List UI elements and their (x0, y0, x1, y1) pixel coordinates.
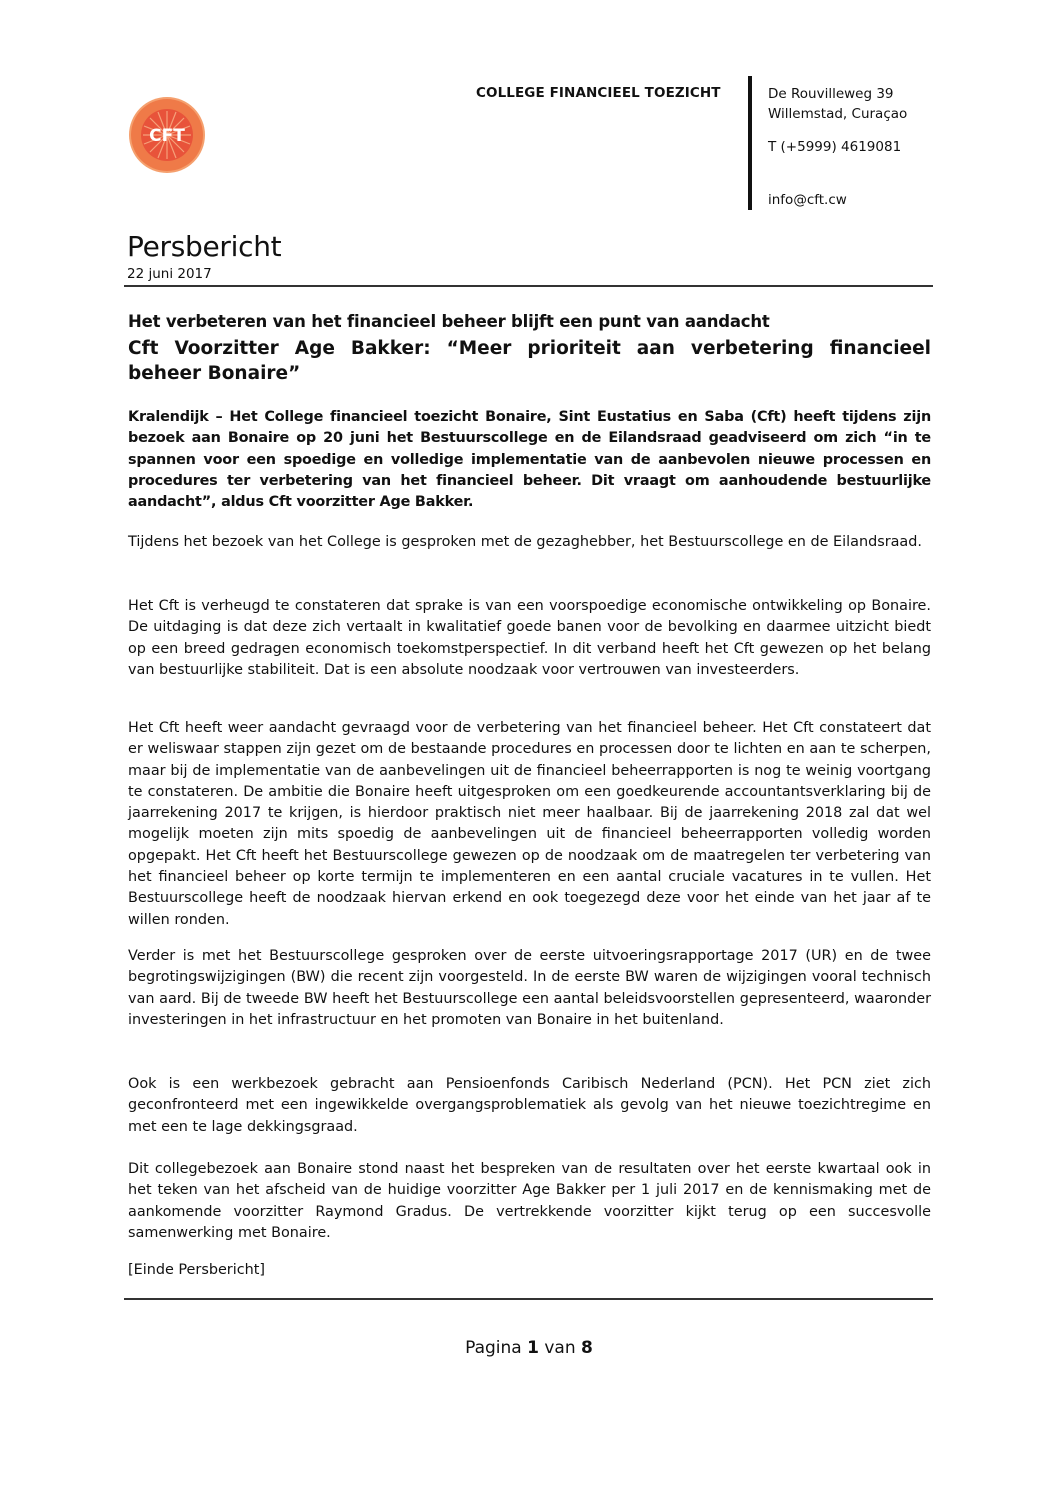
end-marker: [Einde Persbericht] (128, 1262, 266, 1278)
body-paragraph: Dit collegebezoek aan Bonaire stond naast het bespreken van de resultaten over het eerste kwartaal ook in het teken van het afscheid van de huidige voorzitter Age Bakker per 1 juli 2017 en de kennismaking met de aankomende voorzitter Raymond Gradus. De vertrekkende voorzitter kijkt terug op een succesvolle samenwerking met Bonaire. (128, 1161, 931, 1241)
address-street: De Rouvilleweg 39 (768, 86, 894, 102)
header-divider (748, 76, 752, 210)
svg-text:CFT: CFT (149, 126, 185, 146)
page-total: 8 (581, 1338, 593, 1358)
cft-logo (128, 96, 206, 174)
body-paragraph: Het Cft is verheugd te constateren dat sprake is van een voorspoedige economische ontwikkeling op Bonaire. De uitdaging is dat deze zich vertaalt in kwalitatief goede banen voor de bevolking en daarmee uitzicht biedt op een breed gedragen economisch toekomstperspectief. In dit verband heeft het Cft gewezen op het belang van bestuurlijke stabiliteit. Dat is een absolute noodzaak voor vertrouwen van investeerders. (128, 598, 931, 678)
footer-divider (124, 1298, 933, 1300)
org-name: COLLEGE FINANCIEEL TOEZICHT (476, 85, 721, 101)
document-date: 22 juni 2017 (127, 266, 212, 282)
body-paragraph: Verder is met het Bestuurscollege gesproken over de eerste uitvoeringsrapportage 2017 (UR) en de twee begrotingswijzigingen (BW) die recent zijn voorgesteld. In de eerste BW waren de wijzigingen vooral technisch van aard. Bij de tweede BW heeft het Bestuurscollege een aantal beleidsvoorstellen gepresenteerd, waaronder investeringen in het infrastructuur en het promoten van Bonaire in het buitenland. (128, 948, 931, 1028)
title-divider (124, 285, 933, 287)
phone-number: T (+5999) 4619081 (768, 139, 902, 155)
page-current: 1 (527, 1338, 539, 1358)
subtitle: Het verbeteren van het financieel beheer blijft een punt van aandacht (128, 312, 770, 331)
body-paragraph: Tijdens het bezoek van het College is gesproken met de gezaghebber, het Bestuurscollege en de Eilandsraad. (128, 534, 922, 550)
cft-logo-icon (128, 96, 206, 174)
email-address: info@cft.cw (768, 192, 847, 208)
headline: Cft Voorzitter Age Bakker: “Meer prioriteit aan verbetering financieel beheer Bonaire” (128, 338, 931, 384)
address-city: Willemstad, Curaçao (768, 106, 908, 122)
body-paragraph: Het Cft heeft weer aandacht gevraagd voor de verbetering van het financieel beheer. Het Cft constateert dat er weliswaar stappen zijn gezet om de bestaande procedures en processen door te lichten en aan te scherpen, maar bij de implementatie van de aanbevelingen uit de financieel beheerrapporten is nog te weinig voortgang te constateren. De ambitie die Bonaire heeft uitgesproken om een goedkeurende accountantsverklaring bij de jaarrekening 2017 te krijgen, is hierdoor praktisch niet meer haalbaar. Bij de jaarrekening 2018 zal dat wel mogelijk moeten zijn mits spoedig de aanbevelingen uit de financieel beheerrapporten volledig worden opgepakt. Het Cft heeft het Bestuurscollege gewezen op de noodzaak om de maatregelen ter verbetering van het financieel beheer op korte termijn te implementeren en een aantal cruciale vacatures in te vullen. Het Bestuurscollege heeft de noodzaak hiervan erkend en ook toegezegd deze voor het einde van het jaar af te willen ronden. (128, 720, 931, 928)
page-label: Pagina (465, 1338, 522, 1358)
document-title: Persbericht (127, 230, 282, 263)
lead-paragraph: Kralendijk – Het College financieel toezicht Bonaire, Sint Eustatius en Saba (Cft) heeft tijdens zijn bezoek aan Bonaire op 20 juni het Bestuurscollege en de Eilandsraad geadviseerd om zich “in te spannen voor een spoedige en volledige implementatie van de aanbevolen nieuwe processen en procedures ter verbetering van het financieel beheer. Dit vraagt om aanhoudende bestuurlijke aandacht”, aldus Cft voorzitter Age Bakker. (128, 409, 931, 511)
body-paragraph: Ook is een werkbezoek gebracht aan Pensioenfonds Caribisch Nederland (PCN). Het PCN ziet zich geconfronteerd met een ingewikkelde overgangsproblematiek als gevolg van het nieuwe toezichtregime en met een te lage dekkingsgraad. (128, 1076, 931, 1135)
page-number (0, 1338, 1058, 1358)
page-of: van (544, 1338, 576, 1358)
